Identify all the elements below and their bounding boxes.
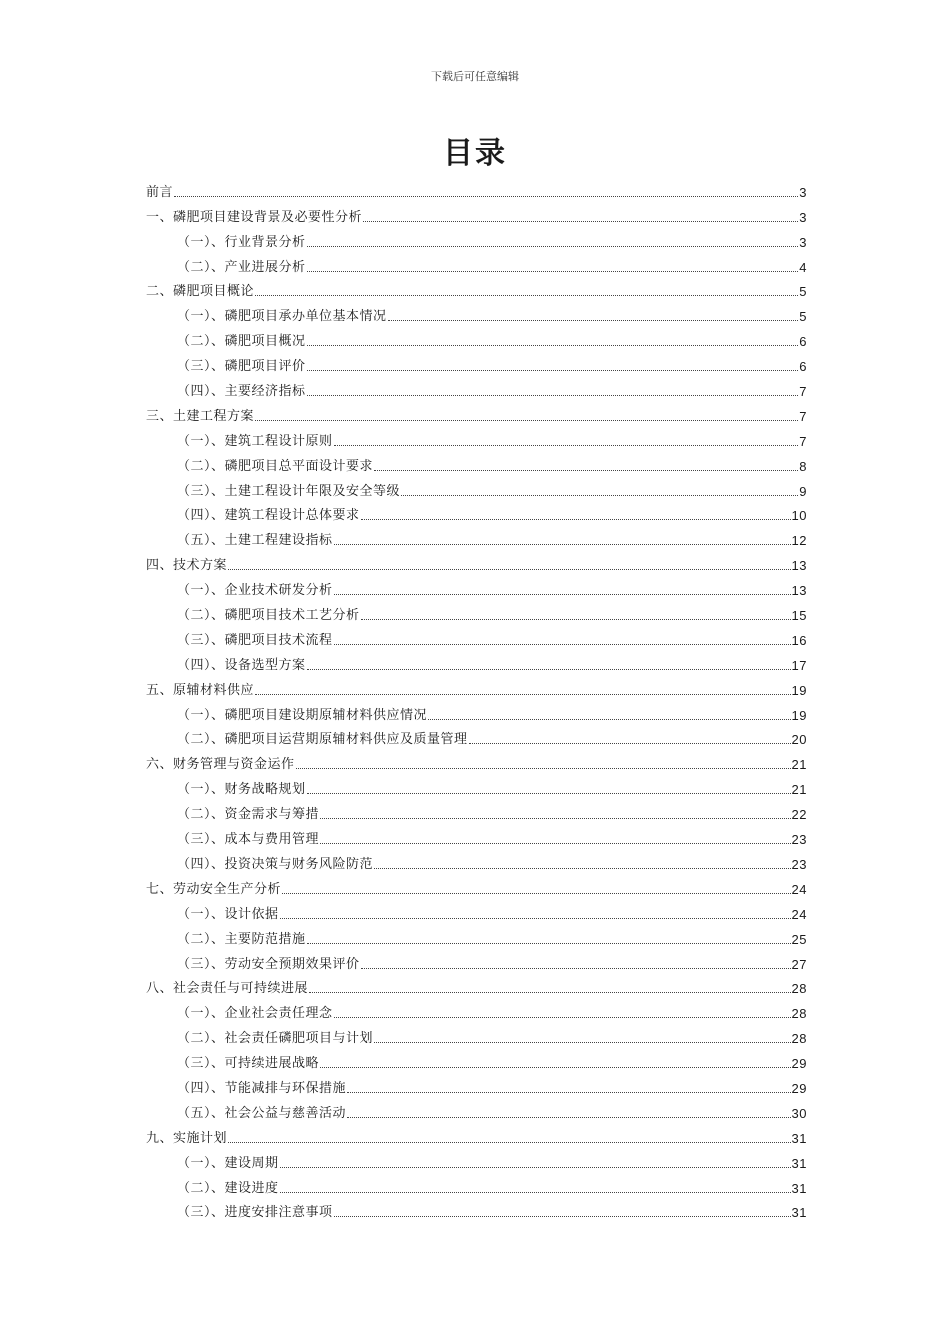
header-note: 下载后可任意编辑 [431, 70, 519, 83]
toc-dot-leader [374, 470, 798, 471]
toc-dot-leader [374, 1042, 791, 1043]
toc-entry[interactable] [146, 300, 807, 325]
toc-page-number: 25 [791, 931, 807, 947]
toc-page-number: 7 [799, 408, 807, 424]
toc-entry-title: （四）、投资决策与财务风险防范 [177, 856, 374, 872]
toc-entry-title: （一）、财务战略规划 [177, 782, 306, 798]
toc-entry-title: 二、磷肥项目概论 [146, 284, 255, 300]
toc-page-number: 6 [799, 359, 807, 375]
toc-entry[interactable] [146, 251, 807, 276]
toc-entry-title: （四）、主要经济指标 [177, 384, 306, 400]
toc-page-number: 8 [799, 458, 807, 474]
toc-entry[interactable] [146, 773, 807, 798]
toc-page-number: 29 [791, 1080, 807, 1096]
toc-entry-title: 七、劳动安全生产分析 [146, 881, 282, 897]
toc-dot-leader [334, 1017, 791, 1018]
toc-page-number: 16 [791, 632, 807, 648]
toc-dot-leader [228, 569, 791, 570]
toc-page-number: 4 [799, 259, 807, 275]
toc-dot-leader [307, 246, 799, 247]
toc-entry[interactable] [146, 674, 807, 699]
toc-entry[interactable] [146, 201, 807, 226]
toc-page-number: 20 [791, 732, 807, 748]
toc-entry-title: （一）、磷肥项目建设期原辅材料供应情况 [177, 707, 428, 723]
toc-entry[interactable] [146, 1122, 807, 1147]
toc-entry-title: （一）、建筑工程设计原则 [177, 433, 333, 449]
toc-entry[interactable] [146, 549, 807, 574]
toc-dot-leader [307, 395, 799, 396]
toc-entry-title: 前言 [146, 184, 174, 200]
toc-page-number: 28 [791, 981, 807, 997]
toc-entry-title: 六、财务管理与资金运作 [146, 757, 295, 773]
toc-dot-leader [334, 1216, 791, 1217]
toc-dot-leader [320, 843, 791, 844]
toc-page-number: 21 [791, 782, 807, 798]
toc-entry[interactable] [146, 823, 807, 848]
toc-entry[interactable] [146, 1047, 807, 1072]
toc-entry[interactable] [146, 574, 807, 599]
toc-entry[interactable] [146, 923, 807, 948]
toc-entry-title: 五、原辅材料供应 [146, 682, 255, 698]
toc-entry[interactable] [146, 1097, 807, 1122]
toc-entry[interactable] [146, 724, 807, 749]
toc-entry-title: （一）、设计依据 [177, 906, 279, 922]
toc-dot-leader [320, 818, 791, 819]
toc-page-number: 27 [791, 956, 807, 972]
toc-entry[interactable] [146, 425, 807, 450]
toc-entry-title: （二）、建设进度 [177, 1180, 279, 1196]
toc-entry[interactable] [146, 325, 807, 350]
toc-entry[interactable] [146, 1022, 807, 1047]
toc-entry[interactable] [146, 475, 807, 500]
toc-dot-leader [255, 694, 791, 695]
toc-dot-leader [361, 968, 791, 969]
toc-page-number: 21 [791, 757, 807, 773]
table-of-contents [146, 176, 807, 1221]
toc-entry-title: （一）、企业技术研发分析 [177, 583, 333, 599]
toc-entry[interactable] [146, 1197, 807, 1222]
toc-page-number: 19 [791, 682, 807, 698]
toc-entry-title: （三）、进度安排注意事项 [177, 1205, 333, 1221]
toc-entry-title: （二）、磷肥项目总平面设计要求 [177, 458, 374, 474]
toc-page-number: 17 [791, 657, 807, 673]
toc-entry-title: （一）、建设周期 [177, 1155, 279, 1171]
toc-entry-title: （四）、建筑工程设计总体要求 [177, 508, 360, 524]
toc-entry-title: （五）、社会公益与慈善活动 [177, 1105, 347, 1121]
toc-entry[interactable] [146, 649, 807, 674]
toc-entry-title: 九、实施计划 [146, 1130, 228, 1146]
toc-page-number: 3 [799, 184, 807, 200]
toc-dot-leader [307, 271, 799, 272]
toc-entry[interactable] [146, 1172, 807, 1197]
toc-page-number: 7 [799, 384, 807, 400]
toc-dot-leader [347, 1117, 791, 1118]
toc-entry[interactable] [146, 848, 807, 873]
toc-page-number: 31 [791, 1205, 807, 1221]
toc-entry-title: 四、技术方案 [146, 558, 228, 574]
toc-dot-leader [428, 719, 791, 720]
toc-entry[interactable] [146, 226, 807, 251]
toc-entry[interactable] [146, 350, 807, 375]
toc-entry-title: （四）、设备选型方案 [177, 657, 306, 673]
toc-entry-title: （二）、社会责任磷肥项目与计划 [177, 1031, 374, 1047]
toc-dot-leader [307, 345, 799, 346]
toc-entry-title: （二）、主要防范措施 [177, 931, 306, 947]
toc-entry[interactable] [146, 400, 807, 425]
toc-entry-title: （一）、磷肥项目承办单位基本情况 [177, 309, 387, 325]
toc-entry-title: （三）、可持续进展战略 [177, 1056, 320, 1072]
page-title: 目录 [443, 136, 507, 171]
toc-entry[interactable] [146, 898, 807, 923]
toc-dot-leader [307, 943, 791, 944]
toc-dot-leader [280, 918, 791, 919]
toc-entry[interactable] [146, 798, 807, 823]
toc-dot-leader [280, 1167, 791, 1168]
toc-page-number: 31 [791, 1130, 807, 1146]
toc-page-number: 29 [791, 1056, 807, 1072]
toc-entry-title: （一）、行业背景分析 [177, 234, 306, 250]
toc-dot-leader [307, 793, 791, 794]
toc-entry-title: （五）、土建工程建设指标 [177, 533, 333, 549]
toc-entry-title: （三）、成本与费用管理 [177, 832, 320, 848]
toc-entry-title: 三、土建工程方案 [146, 408, 255, 424]
toc-entry[interactable] [146, 375, 807, 400]
toc-entry[interactable] [146, 1072, 807, 1097]
toc-entry-title: （二）、资金需求与筹措 [177, 807, 320, 823]
toc-page-number: 31 [791, 1155, 807, 1171]
toc-page-number: 7 [799, 433, 807, 449]
toc-page-number: 28 [791, 1006, 807, 1022]
toc-entry-title: 八、社会责任与可持续进展 [146, 981, 309, 997]
toc-page-number: 31 [791, 1180, 807, 1196]
toc-page-number: 12 [791, 533, 807, 549]
toc-entry[interactable] [146, 699, 807, 724]
toc-page-number: 13 [791, 558, 807, 574]
toc-entry-title: （二）、磷肥项目概况 [177, 334, 306, 350]
toc-dot-leader [174, 196, 798, 197]
toc-entry-title: （二）、产业进展分析 [177, 259, 306, 275]
toc-dot-leader [309, 992, 791, 993]
toc-entry[interactable] [146, 1147, 807, 1172]
toc-dot-leader [401, 495, 798, 496]
toc-dot-leader [282, 893, 791, 894]
toc-page-number: 19 [791, 707, 807, 723]
toc-entry[interactable] [146, 948, 807, 973]
toc-dot-leader [307, 370, 799, 371]
toc-dot-leader [347, 1092, 791, 1093]
toc-entry[interactable] [146, 599, 807, 624]
toc-entry[interactable] [146, 524, 807, 549]
toc-entry[interactable] [146, 276, 807, 301]
toc-page-number: 5 [799, 309, 807, 325]
toc-page-number: 30 [791, 1105, 807, 1121]
toc-dot-leader [228, 1142, 791, 1143]
toc-page-number: 3 [799, 234, 807, 250]
toc-page-number: 6 [799, 334, 807, 350]
toc-entry[interactable] [146, 997, 807, 1022]
toc-dot-leader [334, 544, 791, 545]
toc-page-number: 22 [791, 807, 807, 823]
toc-dot-leader [280, 1192, 791, 1193]
toc-page-number: 10 [791, 508, 807, 524]
toc-dot-leader [374, 868, 791, 869]
toc-dot-leader [361, 519, 791, 520]
toc-entry[interactable] [146, 748, 807, 773]
toc-dot-leader [255, 295, 798, 296]
toc-page-number: 9 [799, 483, 807, 499]
toc-page-number: 15 [791, 608, 807, 624]
toc-dot-leader [361, 619, 791, 620]
toc-dot-leader [334, 644, 791, 645]
toc-entry[interactable] [146, 450, 807, 475]
toc-page-number: 23 [791, 832, 807, 848]
toc-entry-title: （一）、企业社会责任理念 [177, 1006, 333, 1022]
toc-entry-title: （三）、土建工程设计年限及安全等级 [177, 483, 401, 499]
toc-dot-leader [320, 1067, 791, 1068]
toc-page-number: 24 [791, 906, 807, 922]
toc-dot-leader [255, 420, 798, 421]
toc-page-number: 13 [791, 583, 807, 599]
toc-dot-leader [469, 743, 791, 744]
toc-page-number: 24 [791, 881, 807, 897]
toc-entry[interactable] [146, 873, 807, 898]
toc-entry-title: （四）、节能减排与环保措施 [177, 1080, 347, 1096]
toc-entry[interactable] [146, 176, 807, 201]
toc-page-number: 28 [791, 1031, 807, 1047]
toc-entry-title: 一、磷肥项目建设背景及必要性分析 [146, 209, 363, 225]
toc-page-number: 23 [791, 856, 807, 872]
toc-dot-leader [334, 594, 791, 595]
toc-page-number: 3 [799, 209, 807, 225]
toc-dot-leader [334, 445, 799, 446]
toc-entry-title: （三）、磷肥项目技术流程 [177, 632, 333, 648]
toc-entry-title: （二）、磷肥项目技术工艺分析 [177, 608, 360, 624]
toc-entry[interactable] [146, 624, 807, 649]
toc-entry[interactable] [146, 500, 807, 525]
toc-dot-leader [388, 320, 799, 321]
toc-dot-leader [296, 768, 791, 769]
toc-entry-title: （二）、磷肥项目运营期原辅材料供应及质量管理 [177, 732, 468, 748]
toc-page-number: 5 [799, 284, 807, 300]
toc-dot-leader [307, 669, 791, 670]
toc-dot-leader [363, 221, 798, 222]
toc-entry-title: （三）、磷肥项目评价 [177, 359, 306, 375]
toc-entry[interactable] [146, 973, 807, 998]
toc-entry-title: （三）、劳动安全预期效果评价 [177, 956, 360, 972]
